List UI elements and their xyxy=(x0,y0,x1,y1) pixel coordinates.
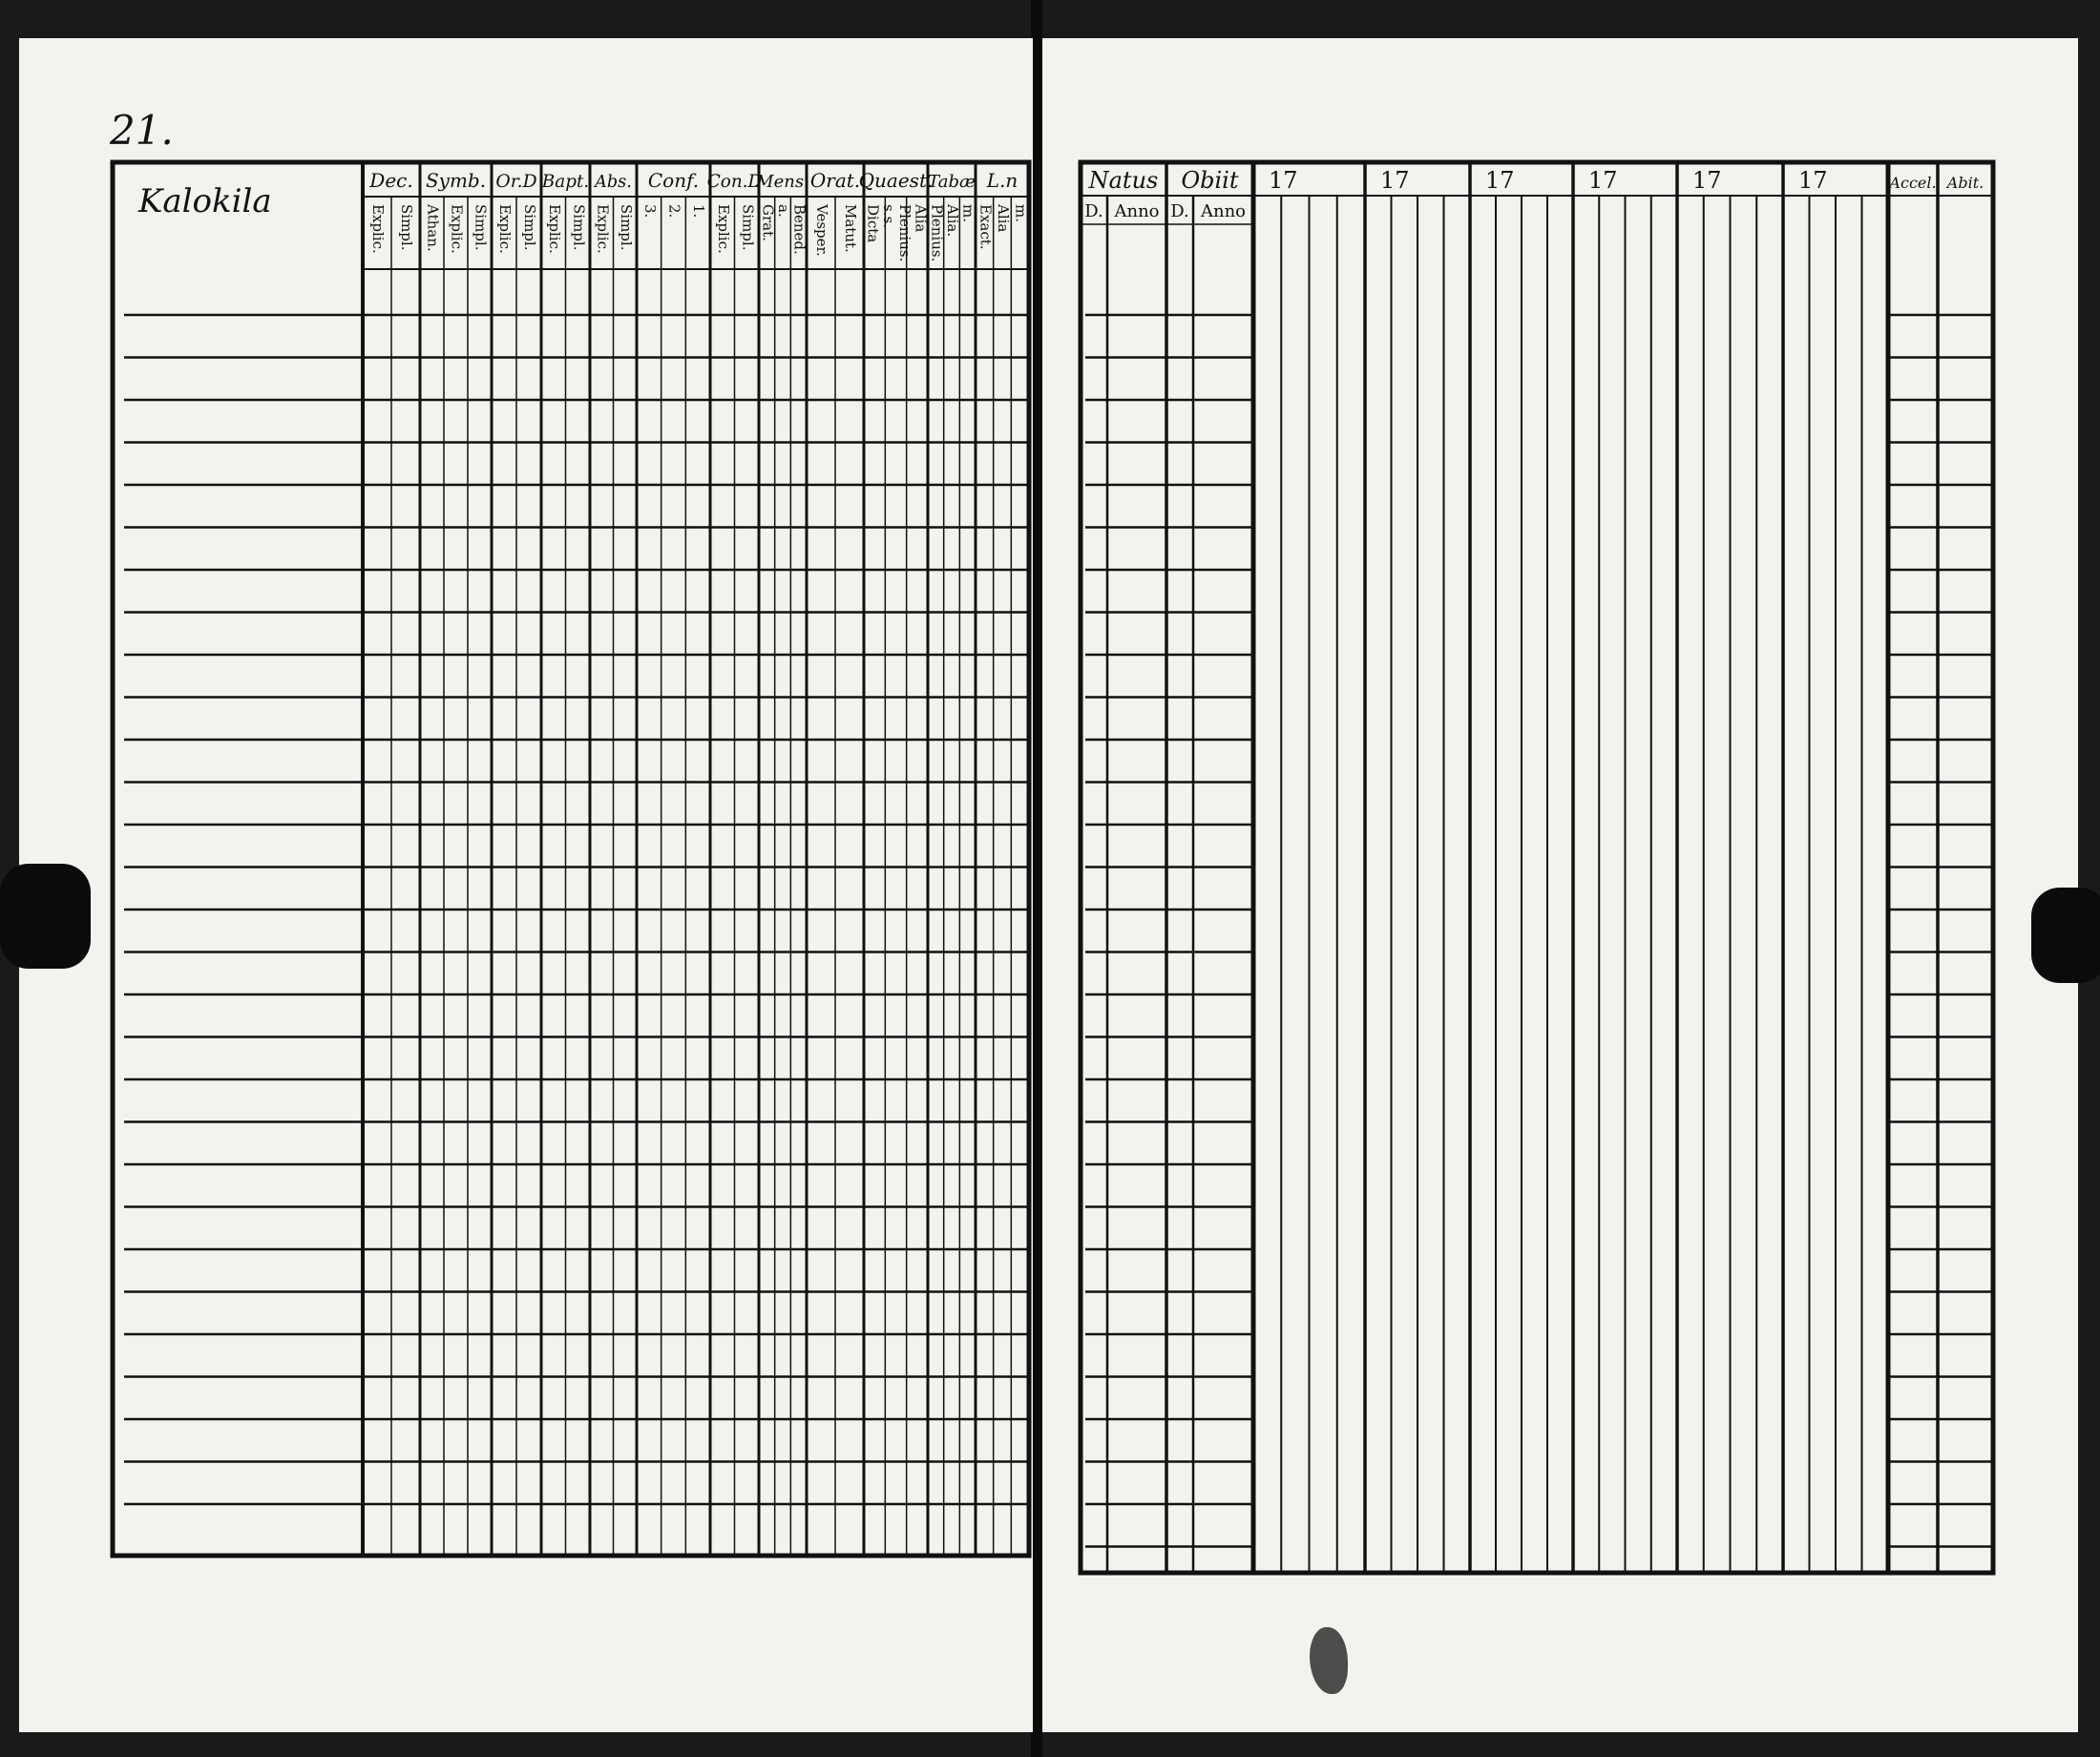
column-subheader: D. xyxy=(1170,201,1189,221)
column-subheader: Alia. xyxy=(944,204,961,238)
column-header: Abit. xyxy=(1946,174,1984,192)
column-subheader: 1. xyxy=(690,204,708,219)
column-subheader: Matut. xyxy=(842,204,859,253)
column-subheader: Explic. xyxy=(594,204,612,254)
column-subheader: Anno xyxy=(1200,201,1247,221)
column-header: Obiit xyxy=(1181,167,1239,194)
column-subheader: Simpl. xyxy=(472,204,490,251)
column-subheader: D. xyxy=(1084,201,1103,221)
column-subheader: Vesper. xyxy=(813,204,830,257)
column-header: Mens. xyxy=(756,172,809,192)
column-header: 17 xyxy=(1485,167,1515,194)
column-subheader: Explic. xyxy=(448,204,466,254)
column-header: Tabæ xyxy=(928,172,976,192)
column-subheader: a. xyxy=(775,204,792,218)
column-header: 17 xyxy=(1588,167,1618,194)
column-subheader: Grat. xyxy=(759,204,777,241)
column-header: Bapt. xyxy=(541,172,590,192)
column-header: Dec. xyxy=(369,169,413,192)
column-header: Natus xyxy=(1088,167,1159,194)
column-header: Con.D xyxy=(706,172,763,192)
column-subheader: Simpl. xyxy=(521,204,538,251)
column-subheader: Anno xyxy=(1114,201,1160,221)
column-subheader: s.s. xyxy=(880,204,898,228)
page-number: 21. xyxy=(110,107,174,154)
place-name: Kalokila xyxy=(138,182,272,220)
column-header: Abs. xyxy=(595,173,632,192)
column-subheader: Simpl. xyxy=(398,204,415,251)
column-subheader: 2. xyxy=(665,204,683,219)
column-subheader: m. xyxy=(1012,204,1030,222)
column-subheader: Simpl. xyxy=(617,204,635,251)
column-header: 17 xyxy=(1269,167,1298,194)
column-header: Conf. xyxy=(647,169,700,192)
column-subheader: 3. xyxy=(640,204,659,219)
column-header: Or.D xyxy=(495,172,537,192)
column-subheader: Exact. xyxy=(976,204,995,250)
column-subheader: Bened. xyxy=(790,204,808,255)
column-header: L.n xyxy=(986,169,1018,192)
column-header: Accel. xyxy=(1889,174,1937,192)
column-subheader: Simpl. xyxy=(570,204,588,251)
column-subheader: Alia xyxy=(912,204,930,233)
column-header: Orat. xyxy=(809,169,861,192)
column-header: Symb. xyxy=(425,169,487,192)
column-subheader: Dicta xyxy=(864,204,882,243)
column-subheader: Alia xyxy=(995,204,1012,233)
column-header: 17 xyxy=(1798,167,1828,194)
column-subheader: Explic. xyxy=(369,204,387,254)
column-header: 17 xyxy=(1692,167,1722,194)
column-subheader: Plenius. xyxy=(928,204,946,262)
column-subheader: m. xyxy=(959,204,977,223)
column-header: 17 xyxy=(1380,167,1410,194)
column-subheader: Plenius. xyxy=(895,204,914,262)
column-subheader: Explic. xyxy=(714,204,732,254)
column-subheader: Explic. xyxy=(496,204,514,254)
column-subheader: Explic. xyxy=(545,204,563,254)
column-subheader: Athan. xyxy=(424,204,442,252)
column-subheader: Simpl. xyxy=(739,204,757,251)
column-header: Quaest. xyxy=(858,169,934,192)
